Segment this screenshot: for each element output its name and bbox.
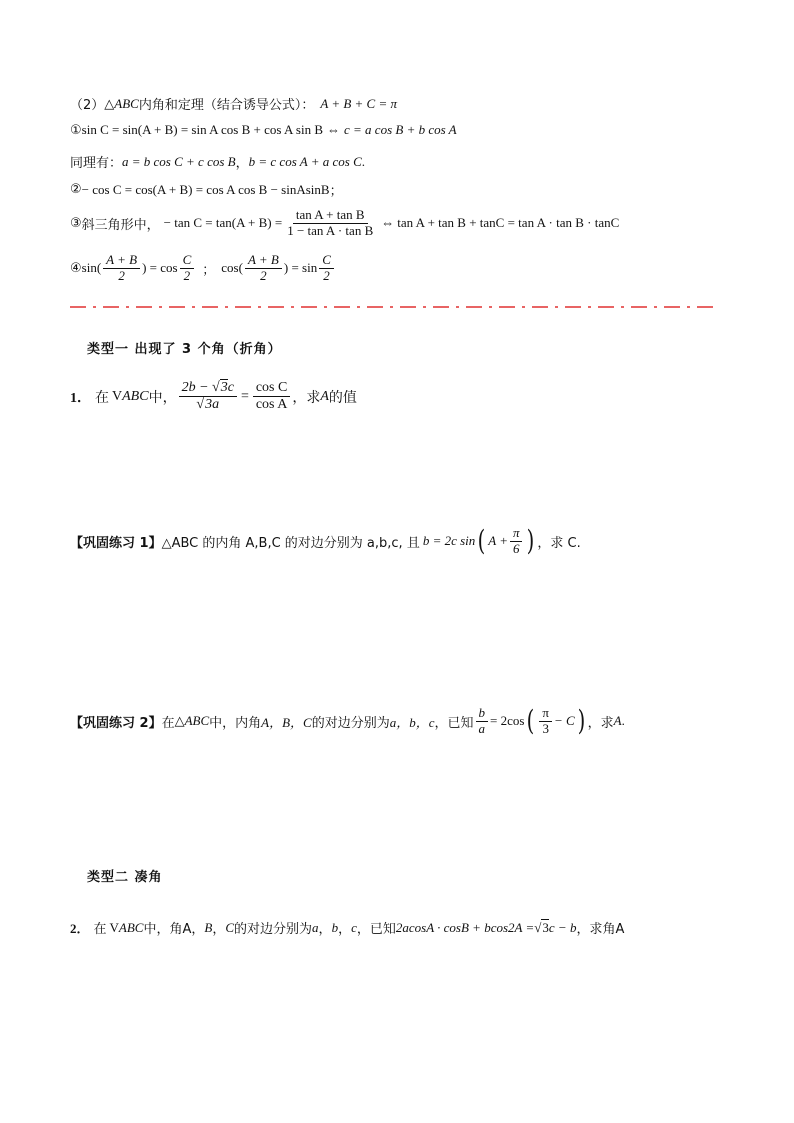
item-4	[70, 253, 336, 284]
exercise-2-text-a: 在	[161, 715, 175, 731]
item-4-cos: cos(	[221, 260, 243, 276]
item-4-frac-2	[180, 253, 195, 284]
question-1-number: 1．	[70, 390, 91, 406]
item-same-formula-1: a = b cos C + c cos B	[122, 153, 236, 169]
exercise-2-frac	[476, 706, 489, 737]
item-same-sep: ，	[235, 156, 249, 171]
type-2-heading: 类型二 凑角	[87, 870, 163, 885]
type-1-heading: 类型一 出现了 3 个角（折角）	[87, 342, 282, 357]
question-2-abc: ABC	[118, 919, 144, 935]
item-same-formula-2: b = c cos A + a cos C	[248, 153, 362, 169]
exercise-2-inner-frac	[539, 706, 552, 737]
exercise-2-var: A	[613, 713, 622, 729]
item-3	[70, 208, 619, 239]
item-1-rhs: c = a cos B + b cos A	[344, 122, 457, 137]
exercise-2-vars: A，B，C	[261, 714, 312, 730]
exercise-1-frac-num: π	[510, 526, 523, 542]
question-1	[70, 380, 357, 413]
question-1-text-d: 的值	[328, 389, 357, 406]
exercise-2-end: .	[621, 713, 625, 729]
item-1-mark: ①	[70, 122, 82, 138]
item-4-sep: ；	[202, 262, 216, 278]
question-2-triangle: V	[109, 919, 119, 935]
question-2-formula-a: 2acosA · cosB + bcos2A =	[395, 919, 535, 935]
exercise-2-text-e: ，求	[587, 715, 614, 731]
exercise-1-inner: A +	[488, 533, 508, 549]
section-intro-title	[70, 94, 397, 113]
exercise-1-formula: b = 2c sin	[422, 533, 476, 549]
exercise-1-paren-right: )	[527, 524, 535, 558]
question-2-sqrt: 3	[542, 920, 549, 935]
item-same-end: .	[361, 153, 365, 169]
item-same	[70, 152, 365, 171]
item-4-frac-1	[103, 253, 140, 284]
item-4-frac-3-den: 2	[260, 267, 267, 283]
question-1-frac-1-num-c: c	[227, 380, 234, 395]
item-4-eq-2: ) = sin	[283, 260, 318, 276]
exercise-2-eq: = 2cos	[490, 713, 525, 729]
exercise-2	[70, 706, 625, 737]
exercise-2-frac-num: b	[476, 706, 489, 722]
exercise-2-text-c: 的对边分别为	[311, 715, 390, 731]
exercise-2-tag: 【巩固练习 2】	[70, 715, 162, 731]
exercise-1-frac-den: 6	[512, 540, 520, 556]
question-2-sqrt-sign: √	[534, 919, 542, 935]
item-3-lhs: − tan C = tan(A + B) =	[163, 215, 283, 231]
exercise-2-inner-rest: − C	[553, 713, 575, 729]
exercise-2-paren-left: (	[527, 704, 535, 738]
item-4-frac-4-den: 2	[323, 267, 330, 283]
item-2-mark: ②	[70, 182, 82, 197]
item-3-label: 斜三角形中，	[81, 217, 160, 233]
question-1-eq: =	[240, 388, 249, 404]
item-4-frac-3	[245, 253, 282, 284]
question-1-frac-1-den: √3a	[196, 397, 220, 413]
item-4-frac-4-num: C	[319, 253, 334, 269]
item-4-eq-1: ) = cos	[142, 260, 178, 276]
exercise-2-abc: ABC	[184, 713, 210, 729]
exercise-2-inner-frac-den: 3	[542, 720, 549, 736]
exercise-1	[70, 526, 581, 557]
question-2	[70, 918, 624, 937]
exercise-1-frac	[510, 526, 523, 557]
item-4-frac-3-num: A + B	[245, 253, 282, 269]
question-1-frac-1-num-a: 2b −	[181, 380, 213, 395]
item-same-label: 同理有：	[70, 156, 123, 171]
item-2	[70, 180, 343, 199]
item-1-arrow: ⇔	[327, 122, 340, 137]
exercise-2-text-d: ，已知	[434, 715, 474, 731]
item-3-frac-num: tan A + tan B	[293, 208, 368, 224]
question-2-number: 2．	[70, 921, 90, 936]
item-4-frac-1-num: A + B	[103, 253, 140, 269]
question-1-frac-2-num: cos C	[253, 380, 291, 397]
section-divider	[70, 305, 718, 309]
exercise-2-inner-frac-num: π	[539, 706, 552, 722]
item-1	[70, 122, 457, 138]
question-2-b: B	[204, 919, 213, 935]
exercise-1-text-b: ，求 C.	[537, 535, 581, 551]
question-1-text-a: 在	[95, 389, 109, 406]
question-1-frac-1-den-sqrt: 3	[205, 397, 213, 413]
exercise-2-triangle: △	[174, 713, 185, 729]
question-1-abc: ABC	[122, 388, 149, 404]
question-1-text-c: ，求	[292, 389, 321, 406]
question-1-var: A	[320, 388, 329, 404]
question-1-frac-1	[179, 380, 237, 413]
intro-formula: A + B + C = π	[320, 95, 398, 111]
intro-prefix: （2）	[70, 98, 105, 113]
item-3-arrow: ⇔	[381, 215, 395, 231]
item-4-mark: ④	[70, 260, 82, 276]
item-3-rhs: tan A + tan B + tanC = tan A · tan B · tanC	[397, 215, 620, 231]
question-2-text-c: ，	[212, 922, 226, 937]
question-1-frac-2	[253, 380, 291, 413]
question-1-frac-1-num-sqrt: 3	[220, 380, 228, 395]
item-4-frac-1-den: 2	[118, 267, 125, 283]
exercise-2-frac-den: a	[478, 720, 486, 736]
exercise-2-sides: a，b，c	[389, 714, 435, 730]
question-2-side-a: a	[312, 919, 319, 935]
exercise-1-paren-left: (	[477, 524, 486, 558]
item-3-fraction	[284, 208, 376, 239]
exercise-2-text-b: 中，内角	[209, 715, 262, 731]
question-2-text-d: 的对边分别为	[234, 922, 313, 937]
question-2-c: C	[225, 919, 235, 935]
item-4-frac-4	[319, 253, 334, 284]
item-2-formula: − cos C = cos(A + B) = cos A cos B − sinAsinB	[81, 181, 330, 197]
question-1-text-b: 中，	[148, 389, 177, 406]
item-1-lhs: sin C = sin(A + B) = sin A cos B + cos A sin B	[81, 122, 323, 137]
exercise-1-text-a: △ABC 的内角 A,B,C 的对边分别为 a,b,c, 且	[161, 535, 420, 551]
item-3-frac-den: 1 − tan A · tan B	[287, 222, 374, 238]
question-2-sep-2: ，	[338, 922, 352, 937]
question-2-formula-b: c − b	[548, 919, 577, 935]
exercise-2-paren-right: )	[577, 704, 585, 738]
item-4-frac-2-den: 2	[183, 267, 191, 283]
exercise-1-tag: 【巩固练习 1】	[70, 535, 162, 551]
question-1-frac-2-den: cos A	[255, 397, 288, 413]
question-2-text-b: 中，角A，	[143, 922, 205, 937]
question-2-sep-1: ，	[318, 922, 332, 937]
question-1-frac-1-den-a: a	[212, 397, 220, 413]
item-4-sin: sin(	[81, 260, 102, 276]
intro-rest: 内角和定理（结合诱导公式）：	[138, 98, 315, 113]
question-2-text-f: ，求角A	[576, 922, 625, 937]
intro-triangle: △	[104, 95, 115, 111]
question-2-side-c: c	[351, 919, 357, 935]
intro-abc: ABC	[114, 95, 139, 111]
question-1-frac-1-num: 2b − √3c	[179, 380, 237, 397]
question-2-text-a: 在	[93, 922, 107, 937]
question-1-triangle: V	[112, 388, 123, 404]
question-2-text-e: ，已知	[356, 922, 396, 937]
item-2-end: ；	[329, 184, 343, 199]
question-2-side-b: b	[331, 919, 339, 935]
item-3-mark: ③	[70, 215, 82, 231]
item-4-frac-2-num: C	[180, 253, 195, 269]
